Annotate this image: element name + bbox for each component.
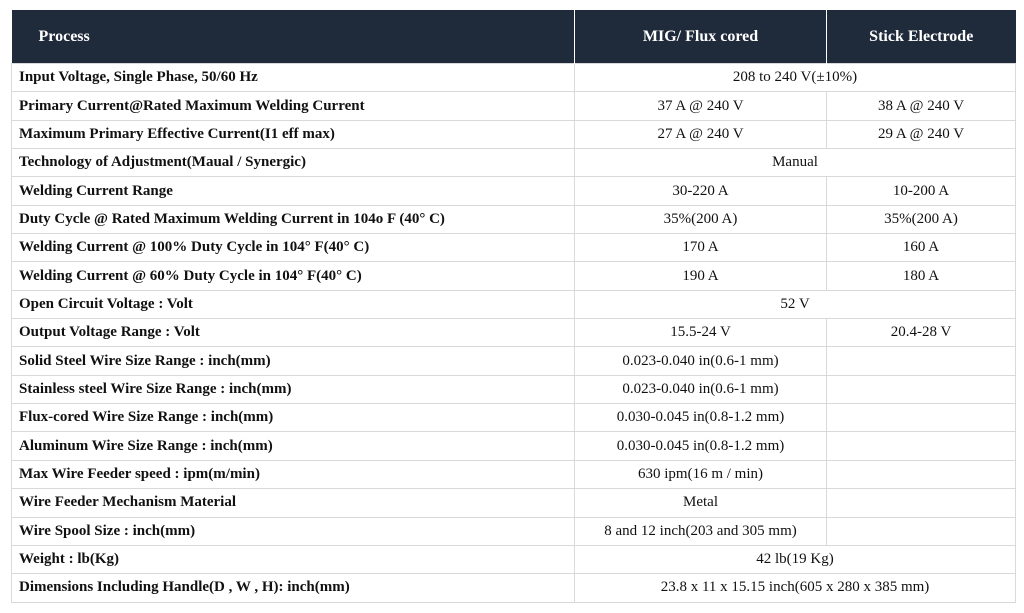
row-label: Technology of Adjustment(Maual / Synergic) <box>12 149 575 177</box>
table-header <box>12 10 1016 64</box>
row-label: Stainless steel Wire Size Range : inch(mm) <box>12 375 575 403</box>
table-row <box>12 347 1016 375</box>
header-process: Process <box>12 10 575 64</box>
table-row <box>12 234 1016 262</box>
table-row <box>12 432 1016 460</box>
row-value-shared: 42 lb(19 Kg) <box>575 545 1016 573</box>
row-value-mig: 0.023-0.040 in(0.6-1 mm) <box>575 375 827 403</box>
table-row <box>12 375 1016 403</box>
header-mig-flux-cored: MIG/ Flux cored <box>575 10 827 64</box>
row-label: Primary Current@Rated Maximum Welding Current <box>12 92 575 120</box>
table-row <box>12 64 1016 92</box>
row-label: Aluminum Wire Size Range : inch(mm) <box>12 432 575 460</box>
row-label: Output Voltage Range : Volt <box>12 319 575 347</box>
row-value-stick: 20.4-28 V <box>827 319 1016 347</box>
header-stick-electrode: Stick Electrode <box>827 10 1016 64</box>
row-value-shared: 52 V <box>575 290 1016 318</box>
row-value-mig: 190 A <box>575 262 827 290</box>
row-value-shared: 23.8 x 11 x 15.15 inch(605 x 280 x 385 mm) <box>575 574 1016 602</box>
table-row <box>12 517 1016 545</box>
row-label: Maximum Primary Effective Current(I1 eff max) <box>12 120 575 148</box>
row-label: Welding Current @ 60% Duty Cycle in 104° F(40° C) <box>12 262 575 290</box>
table-row <box>12 205 1016 233</box>
row-label: Welding Current @ 100% Duty Cycle in 104° F(40° C) <box>12 234 575 262</box>
row-value-stick: 29 A @ 240 V <box>827 120 1016 148</box>
spec-table <box>11 10 1016 603</box>
row-value-mig: 15.5-24 V <box>575 319 827 347</box>
row-value-stick <box>827 375 1016 403</box>
row-value-stick <box>827 347 1016 375</box>
row-label: Max Wire Feeder speed : ipm(m/min) <box>12 460 575 488</box>
table-row <box>12 460 1016 488</box>
row-value-stick: 35%(200 A) <box>827 205 1016 233</box>
row-value-shared: 208 to 240 V(±10%) <box>575 64 1016 92</box>
row-value-mig: 0.023-0.040 in(0.6-1 mm) <box>575 347 827 375</box>
row-label: Input Voltage, Single Phase, 50/60 Hz <box>12 64 575 92</box>
row-value-mig: Metal <box>575 489 827 517</box>
row-label: Dimensions Including Handle(D , W , H): inch(mm) <box>12 574 575 602</box>
row-value-mig: 0.030-0.045 in(0.8-1.2 mm) <box>575 404 827 432</box>
table-row <box>12 404 1016 432</box>
row-value-mig: 8 and 12 inch(203 and 305 mm) <box>575 517 827 545</box>
row-value-stick <box>827 404 1016 432</box>
table-row <box>12 177 1016 205</box>
header-row <box>12 10 1016 64</box>
row-value-stick: 10-200 A <box>827 177 1016 205</box>
row-value-mig: 0.030-0.045 in(0.8-1.2 mm) <box>575 432 827 460</box>
row-value-mig: 170 A <box>575 234 827 262</box>
row-value-mig: 630 ipm(16 m / min) <box>575 460 827 488</box>
row-label: Welding Current Range <box>12 177 575 205</box>
row-value-mig: 27 A @ 240 V <box>575 120 827 148</box>
table-row <box>12 290 1016 318</box>
row-label: Duty Cycle @ Rated Maximum Welding Current in 104o F (40° C) <box>12 205 575 233</box>
row-value-stick <box>827 432 1016 460</box>
table-row <box>12 545 1016 573</box>
row-value-mig: 35%(200 A) <box>575 205 827 233</box>
table-row <box>12 120 1016 148</box>
row-value-stick <box>827 517 1016 545</box>
table-row <box>12 92 1016 120</box>
row-value-stick <box>827 489 1016 517</box>
table-row <box>12 262 1016 290</box>
row-value-stick <box>827 460 1016 488</box>
row-value-mig: 37 A @ 240 V <box>575 92 827 120</box>
table-row <box>12 149 1016 177</box>
table-row <box>12 489 1016 517</box>
row-label: Weight : lb(Kg) <box>12 545 575 573</box>
row-label: Wire Spool Size : inch(mm) <box>12 517 575 545</box>
row-label: Flux-cored Wire Size Range : inch(mm) <box>12 404 575 432</box>
row-label: Solid Steel Wire Size Range : inch(mm) <box>12 347 575 375</box>
table-row <box>12 574 1016 602</box>
table-body <box>12 64 1016 603</box>
row-label: Wire Feeder Mechanism Material <box>12 489 575 517</box>
row-value-stick: 180 A <box>827 262 1016 290</box>
row-value-stick: 160 A <box>827 234 1016 262</box>
table-row <box>12 319 1016 347</box>
row-value-shared: Manual <box>575 149 1016 177</box>
row-value-stick: 38 A @ 240 V <box>827 92 1016 120</box>
row-value-mig: 30-220 A <box>575 177 827 205</box>
row-label: Open Circuit Voltage : Volt <box>12 290 575 318</box>
